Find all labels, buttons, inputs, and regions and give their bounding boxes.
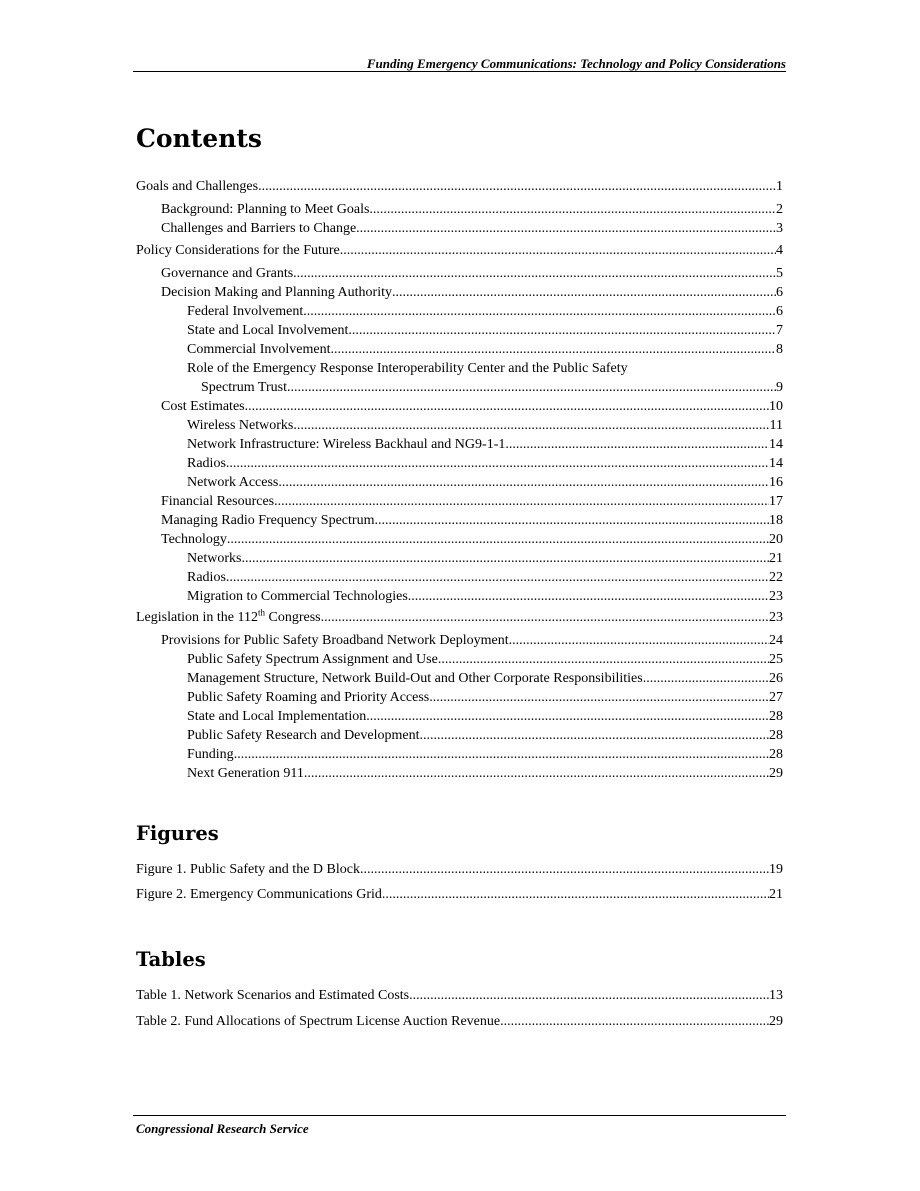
toc-entry[interactable]: Radios ..... 22 bbox=[187, 569, 783, 586]
figures-heading: Figures bbox=[136, 822, 219, 845]
toc-entry[interactable]: Technology ..... 20 bbox=[161, 531, 783, 548]
toc-entry[interactable]: Cost Estimates ..... 10 bbox=[161, 398, 783, 415]
toc-entry[interactable]: Challenges and Barriers to Change ..... 3 bbox=[161, 220, 783, 237]
toc-entry[interactable]: Public Safety Research and Development ..... 28 bbox=[187, 727, 783, 744]
toc-entry[interactable]: Management Structure, Network Build-Out and Other Corporate Responsibilities ..... 26 bbox=[187, 670, 783, 687]
toc-entry[interactable]: Managing Radio Frequency Spectrum ..... 18 bbox=[161, 512, 783, 529]
footer-divider bbox=[133, 1115, 786, 1116]
toc-entry[interactable]: Next Generation 911 ..... 29 bbox=[187, 765, 783, 782]
toc-entry[interactable]: State and Local Implementation ..... 28 bbox=[187, 708, 783, 725]
toc-entry[interactable]: Decision Making and Planning Authority ..... 6 bbox=[161, 284, 783, 301]
header-divider bbox=[133, 71, 786, 72]
toc-entry[interactable]: Networks ..... 21 bbox=[187, 550, 783, 567]
figure-entry[interactable]: Figure 2. Emergency Communications Grid ..... 21 bbox=[136, 886, 783, 903]
toc-entry[interactable]: Network Infrastructure: Wireless Backhaul and NG9-1-1 ..... 14 bbox=[187, 436, 783, 453]
figure-entry[interactable]: Figure 1. Public Safety and the D Block ..... 19 bbox=[136, 861, 783, 878]
toc-entry[interactable]: Policy Considerations for the Future ..... 4 bbox=[136, 242, 783, 259]
toc-entry[interactable]: Spectrum Trust ..... 9 bbox=[201, 379, 783, 396]
toc-entry[interactable]: Migration to Commercial Technologies ..... 23 bbox=[187, 588, 783, 605]
tables-heading: Tables bbox=[136, 948, 206, 971]
toc-entry[interactable]: Radios ..... 14 bbox=[187, 455, 783, 472]
toc-entry[interactable]: Background: Planning to Meet Goals ..... 2 bbox=[161, 201, 783, 218]
running-footer: Congressional Research Service bbox=[136, 1121, 309, 1136]
toc-entry[interactable]: Goals and Challenges ..... 1 bbox=[136, 178, 783, 195]
running-header: Funding Emergency Communications: Technology and Policy Considerations bbox=[366, 56, 786, 71]
toc-entry[interactable]: Commercial Involvement ..... 8 bbox=[187, 341, 783, 358]
toc-entry[interactable]: State and Local Involvement ..... 7 bbox=[187, 322, 783, 339]
toc-entry[interactable]: Governance and Grants ..... 5 bbox=[161, 265, 783, 282]
toc-entry[interactable]: Provisions for Public Safety Broadband Network Deployment ..... 24 bbox=[161, 632, 783, 649]
table-entry[interactable]: Table 1. Network Scenarios and Estimated Costs ..... 13 bbox=[136, 987, 783, 1004]
toc-entry[interactable]: Funding ..... 28 bbox=[187, 746, 783, 763]
toc-entry[interactable]: Network Access ..... 16 bbox=[187, 474, 783, 491]
contents-heading: Contents bbox=[136, 124, 263, 153]
toc-entry[interactable]: Legislation in the 112th Congress ..... 23 bbox=[136, 609, 783, 626]
table-entry[interactable]: Table 2. Fund Allocations of Spectrum License Auction Revenue ..... 29 bbox=[136, 1013, 783, 1030]
toc-entry-first-line[interactable]: Role of the Emergency Response Interoperability Center and the Public Safety bbox=[187, 361, 628, 376]
toc-entry[interactable]: Financial Resources ..... 17 bbox=[161, 493, 783, 510]
toc-entry[interactable]: Wireless Networks ..... 11 bbox=[187, 417, 783, 434]
toc-entry[interactable]: Federal Involvement ..... 6 bbox=[187, 303, 783, 320]
toc-entry[interactable]: Public Safety Roaming and Priority Access ..... 27 bbox=[187, 689, 783, 706]
toc-entry[interactable]: Public Safety Spectrum Assignment and Use ..... 25 bbox=[187, 651, 783, 668]
